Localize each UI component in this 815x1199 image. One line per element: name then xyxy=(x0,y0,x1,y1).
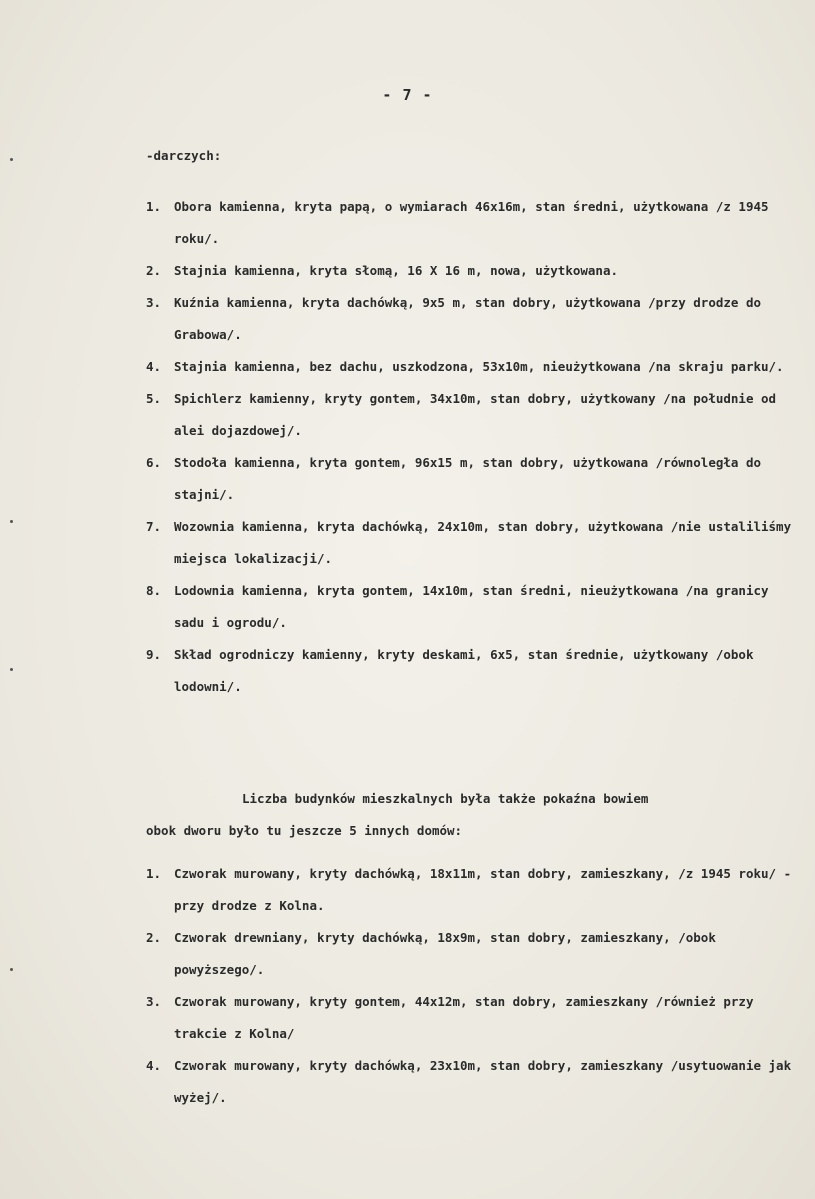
list-item: 4. Czworak murowany, kryty dachówką, 23x10m, stan dobry, zamieszkany /usytuowanie jak wyżej/. xyxy=(146,1058,792,1105)
list-item: 6. Stodoła kamienna, kryta gontem, 96x15 m, stan dobry, użytkowana /równoległa do stajni/. xyxy=(146,455,761,502)
list-item: 5. Spichlerz kamienny, kryty gontem, 34x10m, stan dobry, użytkowany /na południe od alei dojazdowej/. xyxy=(146,391,777,438)
list-item: 3. Kuźnia kamienna, kryta dachówką, 9x5 m, stan dobry, użytkowana /przy drodze do Grabowa/. xyxy=(146,295,761,342)
residential-paragraph xyxy=(146,783,804,847)
page-number: - 7 - xyxy=(382,86,433,104)
list-item: 2. Stajnia kamienna, kryta słomą, 16 X 16 m, nowa, użytkowana. xyxy=(146,263,619,278)
margin-mark xyxy=(10,158,13,161)
list-item: 4. Stajnia kamienna, bez dachu, uszkodzona, 53x10m, nieużytkowana /na skraju parku/. xyxy=(146,359,784,374)
paragraph-line: Liczba budynków mieszkalnych była także pokaźna bowiem xyxy=(242,791,649,806)
list-item: 1. Obora kamienna, kryta papą, o wymiarach 46x16m, stan średni, użytkowana /z 1945 roku/. xyxy=(146,199,769,246)
farm-buildings-list xyxy=(146,191,796,703)
paragraph-line: obok dworu było tu jeszcze 5 innych domów: xyxy=(146,823,463,838)
margin-mark xyxy=(10,968,13,971)
intro-text: -darczych: xyxy=(146,148,222,163)
list-item: 8. Lodownia kamienna, kryta gontem, 14x10m, stan średni, nieużytkowana /na granicy sadu i ogrodu/. xyxy=(146,583,769,630)
list-item: 2. Czworak drewniany, kryty dachówką, 18x9m, stan dobry, zamieszkany, /obok powyższego/. xyxy=(146,930,716,977)
list-item: 3. Czworak murowany, kryty gontem, 44x12m, stan dobry, zamieszkany /również przy trakcie z Kolna/ xyxy=(146,994,754,1041)
list-item: 9. Skład ogrodniczy kamienny, kryty deskami, 6x5, stan średnie, użytkowany /obok lodowni/. xyxy=(146,647,754,694)
margin-mark xyxy=(10,668,13,671)
list-item: 7. Wozownia kamienna, kryta dachówką, 24x10m, stan dobry, użytkowana /nie ustaliliśmy miejsca lokalizacji/. xyxy=(146,519,792,566)
residential-buildings-list xyxy=(146,858,796,1114)
list-item: 1. Czworak murowany, kryty dachówką, 18x11m, stan dobry, zamieszkany, /z 1945 roku/ - przy drodze z Kolna. xyxy=(146,866,792,913)
margin-mark xyxy=(10,520,13,523)
